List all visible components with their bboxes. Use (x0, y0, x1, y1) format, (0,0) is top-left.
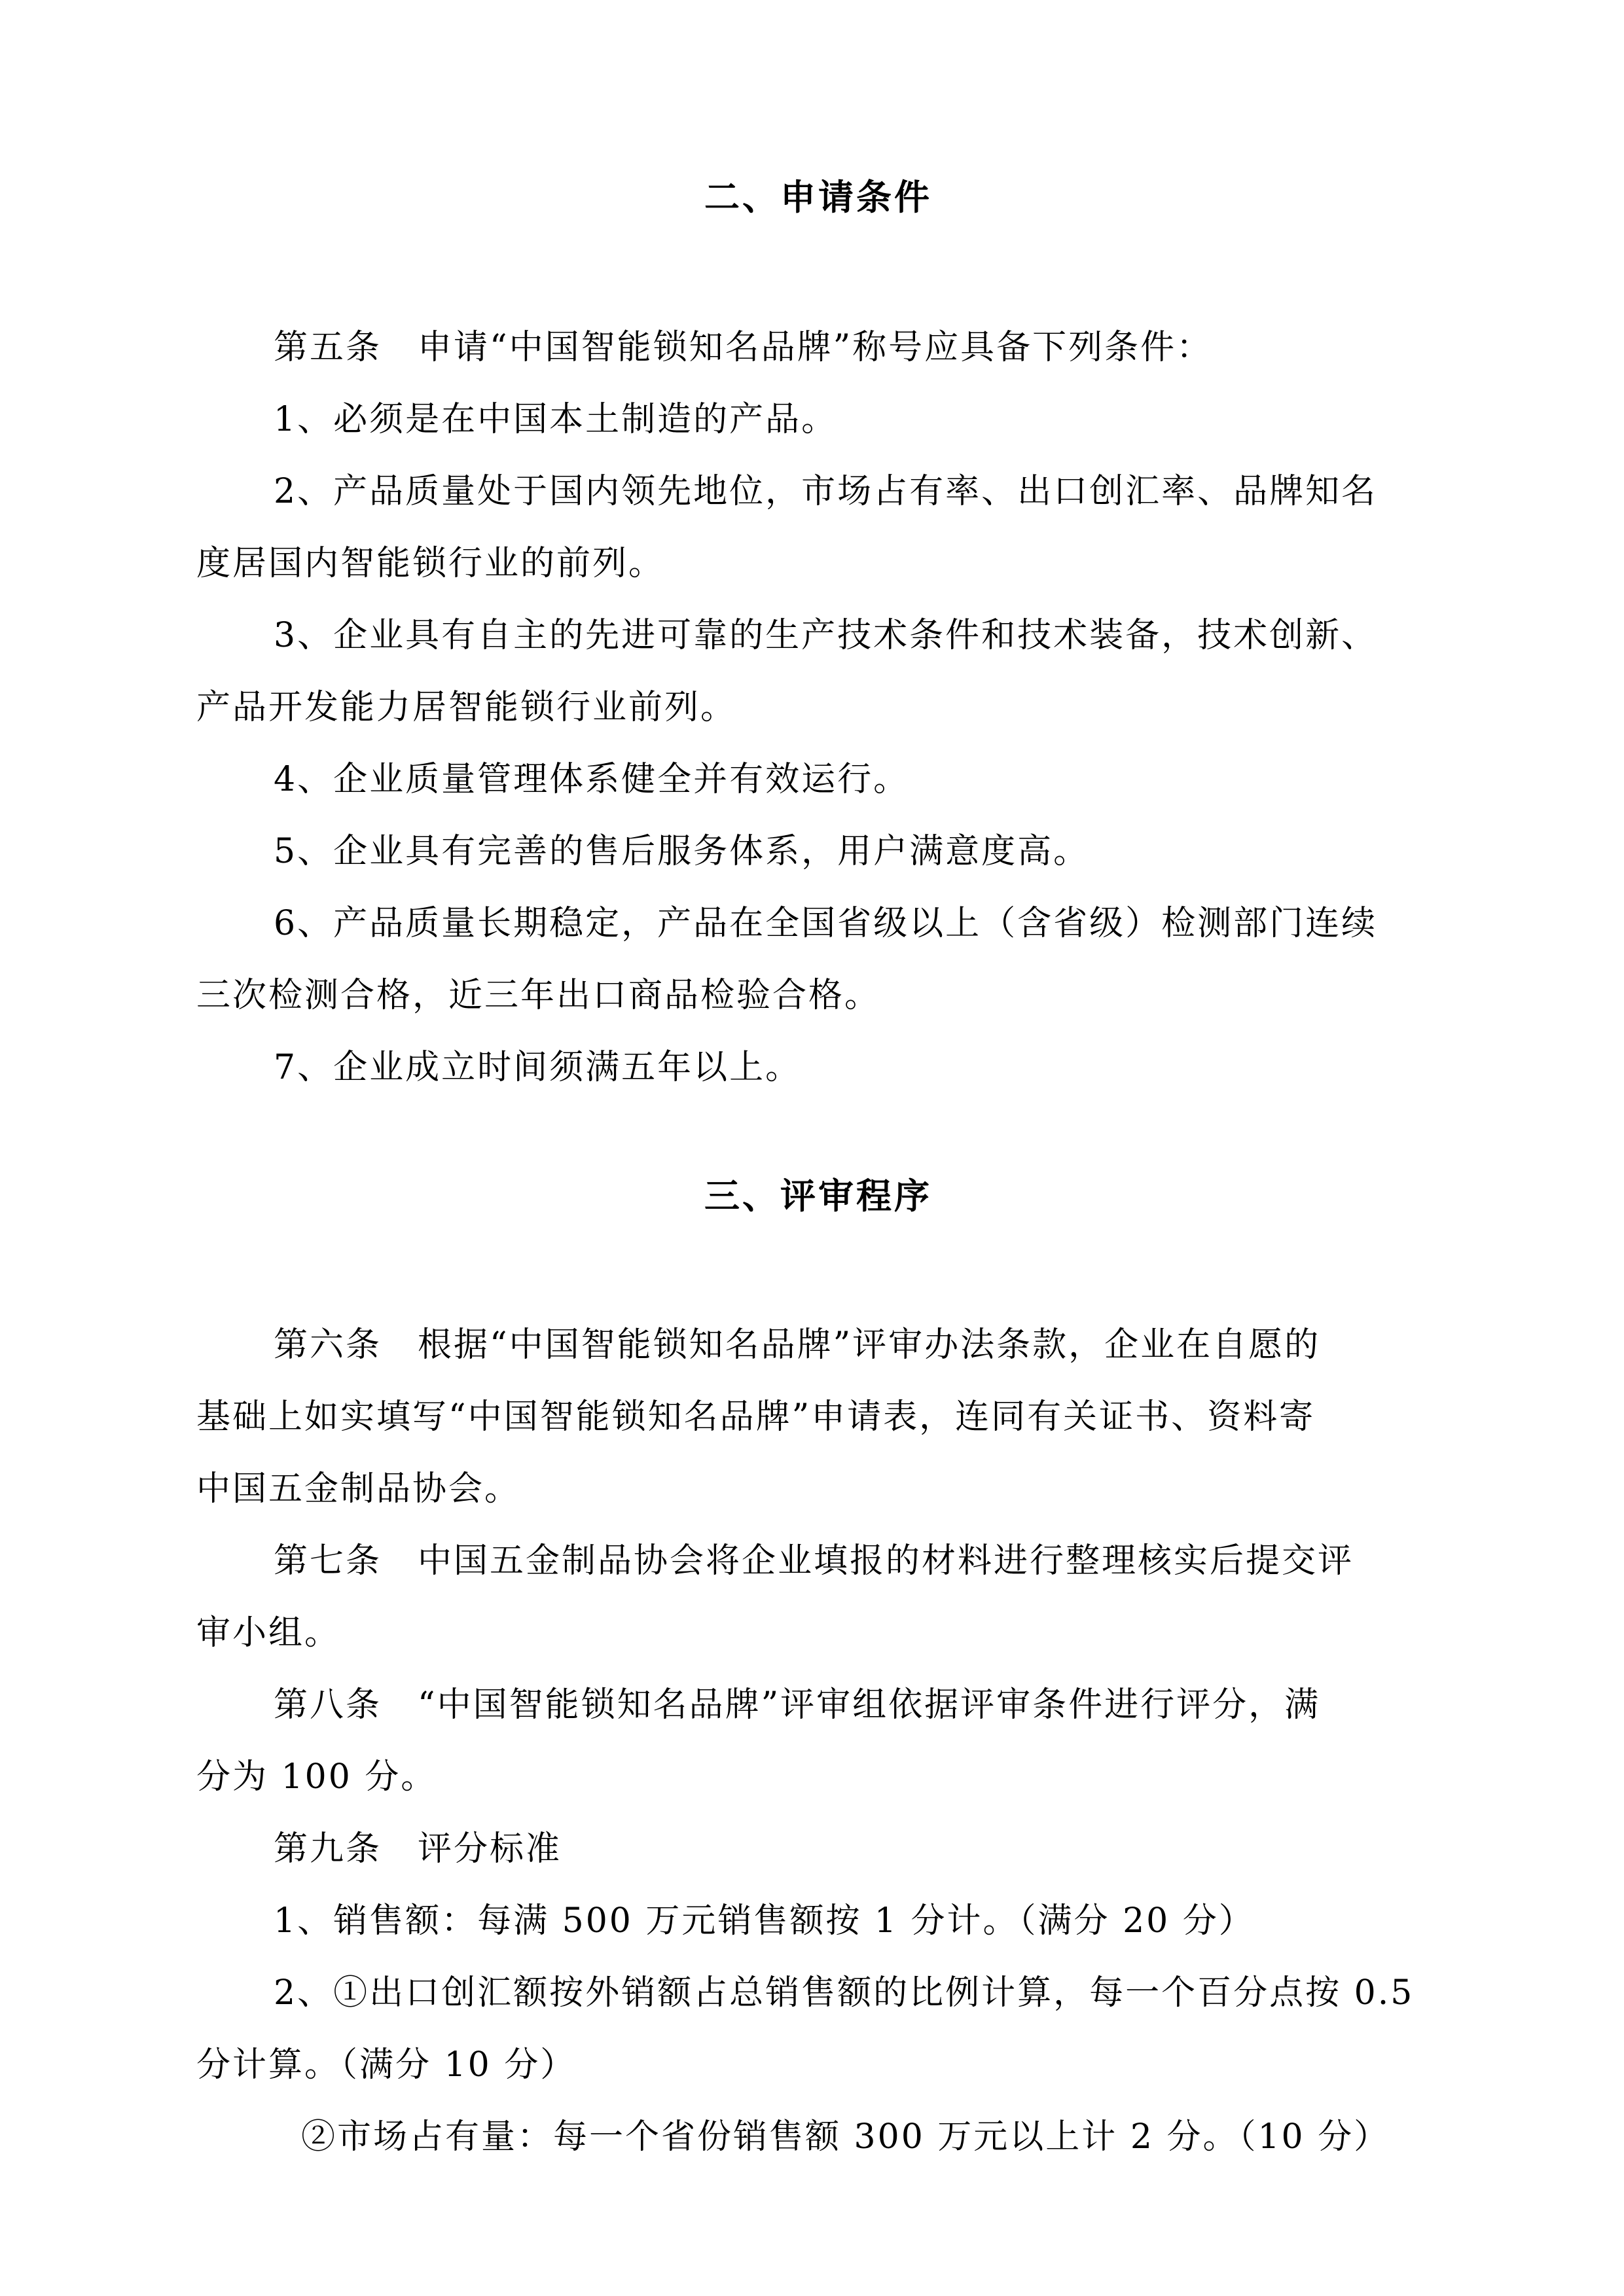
criterion-1: 1、销售额：每满 500 万元销售额按 1 分计。（满分 20 分） (274, 1901, 1255, 1941)
condition-5: 5、企业具有完善的售后服务体系，用户满意度高。 (274, 832, 1090, 871)
article-6-line-2: 基础上如实填写“中国智能锁知名品牌”申请表，连同有关证书、资料寄 (196, 1397, 1316, 1437)
section-heading-application-conditions: 二、申请条件 (704, 177, 932, 218)
condition-7: 7、企业成立时间须满五年以上。 (274, 1048, 802, 1087)
article-9: 第九条 评分标准 (274, 1829, 562, 1869)
section-heading-review-procedure: 三、评审程序 (704, 1175, 932, 1217)
condition-6-line-1: 6、产品质量长期稳定，产品在全国省级以上（含省级）检测部门连续 (274, 904, 1378, 943)
condition-1: 1、必须是在中国本土制造的产品。 (274, 400, 838, 439)
article-8-line-1: 第八条 “中国智能锁知名品牌”评审组依据评审条件进行评分，满 (274, 1685, 1321, 1725)
condition-3-line-1: 3、企业具有自主的先进可靠的生产技术条件和技术装备，技术创新、 (274, 616, 1378, 655)
article-7-line-1: 第七条 中国五金制品协会将企业填报的材料进行整理核实后提交评 (274, 1541, 1354, 1581)
condition-4: 4、企业质量管理体系健全并有效运行。 (274, 760, 910, 799)
condition-3-line-2: 产品开发能力居智能锁行业前列。 (196, 688, 737, 727)
document-page (196, 0, 1440, 2296)
criterion-2-line-1: 2、①出口创汇额按外销额占总销售额的比例计算，每一个百分点按 0.5 (274, 1973, 1415, 2013)
article-7-line-2: 审小组。 (196, 1613, 341, 1653)
criterion-2-market-share: ②市场占有量：每一个省份销售额 300 万元以上计 2 分。（10 分） (301, 2117, 1390, 2157)
condition-2-line-2: 度居国内智能锁行业的前列。 (196, 544, 665, 583)
article-5: 第五条 申请“中国智能锁知名品牌”称号应具备下列条件： (274, 328, 1213, 367)
criterion-2-line-2: 分计算。（满分 10 分） (196, 2045, 577, 2085)
article-8-line-2: 分为 100 分。 (196, 1757, 437, 1797)
condition-2-line-1: 2、产品质量处于国内领先地位，市场占有率、出口创汇率、品牌知名 (274, 472, 1378, 511)
condition-6-line-2: 三次检测合格，近三年出口商品检验合格。 (196, 976, 881, 1015)
article-6-line-3: 中国五金制品协会。 (196, 1469, 521, 1509)
article-6-line-1: 第六条 根据“中国智能锁知名品牌”评审办法条款，企业在自愿的 (274, 1325, 1321, 1365)
